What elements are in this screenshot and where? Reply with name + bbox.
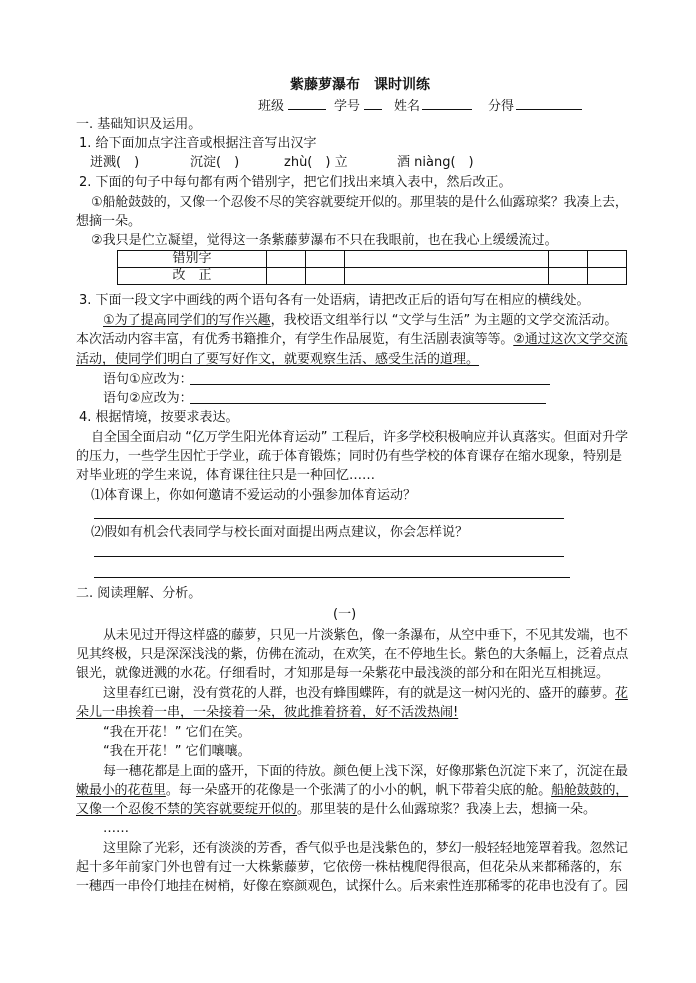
q2-stem: 2. 下面的句子中每句都有两个错别字，把它们找出来填入表中，然后改正。 (79, 175, 512, 190)
q1-stem: 1. 给下面加点字注音或根据注音写出汉字 (79, 136, 317, 151)
q2-sentence2: ②我只是伫立凝望，觉得这一条紫藤萝瀑布不只在我眼前，也在我心上缓缓流过。 (91, 233, 558, 248)
section1-heading: 一. 基础知识及运用。 (76, 117, 202, 132)
reading-p3-line3 (76, 801, 596, 819)
reading-ellipsis: …… (103, 821, 129, 836)
table-cell[interactable] (306, 251, 345, 268)
page-title: 紫藤萝瀑布 课时训练 (290, 77, 430, 93)
table-cell[interactable] (267, 268, 306, 285)
q3-passage-line1 (103, 312, 617, 330)
q4-sub1: ⑴体育课上，你如何邀请不爱运动的小强参加体育运动？ (91, 488, 417, 503)
passage-text: 。那里装的是什么仙露琼浆？我凑上去，想摘一朵。 (297, 802, 597, 817)
answer1-line[interactable] (190, 384, 550, 385)
q4-passage-line2: 的压力，一些学生因忙于学业，疏于体育锻炼；同时仍有些学校的体育课存在缩水现象，特别是 (76, 449, 623, 464)
row-label-errors: 错别字 (118, 251, 267, 268)
class-blank[interactable] (288, 96, 326, 110)
passage-text: 这里春红已谢，没有赏花的人群，也没有蜂围蝶阵，有的就是这一树闪光的、盛开的藤萝。 (103, 686, 616, 701)
score-label: 分得 (488, 99, 515, 114)
class-label: 班级 (258, 99, 285, 114)
q3-stem: 3. 下面一段文字中画线的两个语句各有一处语病，请把改正后的语句写在相应的横线处。 (79, 293, 590, 308)
reading-p3-line2 (76, 782, 628, 800)
q1-item-1: 迸溅( ) (90, 155, 140, 170)
reading-p1-line3: 银光，就像迸溅的水花。仔细看时，才知那是每一朵紫花中最浅淡的部分和在阳光互相挑逗。 (76, 666, 610, 681)
q4-passage-line3: 对毕业班的学生来说，体育课往往只是一种回忆…… (76, 468, 376, 483)
reading-p1-line1: 从未见过开得这样盛的藤萝，只见一片淡紫色，像一条瀑布，从空中垂下，不见其发端，也不 (103, 628, 628, 643)
q4-sub2-answer-line-2[interactable] (94, 577, 570, 578)
q4-passage-line1: 自全国全面启动 “亿万学生阳光体育运动” 工程后，许多学校积极响应并认真落实。但面对升学 (91, 430, 628, 445)
q3-passage-line3: 活动，使同学们明白了要写好作文，就要观察生活、感受生活的道理。 (76, 352, 480, 367)
table-row-errors (118, 251, 627, 268)
passage-text: 。每一朵盛开的花像是一个张满了的小小的帆，帆下带着尖底的舱。 (165, 783, 552, 798)
answer2-line[interactable] (190, 403, 546, 404)
reading-part-number: (一) (333, 607, 357, 622)
name-label: 姓名 (394, 99, 421, 114)
q3-passage-line2 (76, 331, 628, 349)
q1-item-3: zhù( ) 立 (284, 155, 348, 170)
underlined-text: 船舱鼓鼓的， (551, 783, 629, 798)
table-cell[interactable] (549, 268, 588, 285)
number-blank[interactable] (364, 96, 382, 110)
reading-p4-line2: 起十多年前家门外也曾有过一大株紫藤萝，它依傍一株枯槐爬得很高，但花朵从来都稀落的，东 (76, 860, 623, 875)
passage-text: 本次活动内容丰富，有优秀书籍推介，有学生作品展览，有生活剧表演等等。 (76, 332, 514, 347)
correction-table (117, 250, 627, 285)
table-cell[interactable] (588, 268, 627, 285)
table-cell[interactable] (549, 251, 588, 268)
q4-stem: 4. 根据情境，按要求表达。 (79, 410, 239, 425)
underlined-sentence-1: ①为了提高同学们的写作兴趣 (103, 313, 271, 328)
table-cell[interactable] (306, 268, 345, 285)
underlined-text: 花 (615, 686, 628, 701)
table-cell[interactable] (588, 251, 627, 268)
q4-sub2: ⑵假如有机会代表同学与校长面对面提出两点建议，你会怎样说？ (91, 525, 469, 540)
reading-p3-line1: 每一穗花都是上面的盛开，下面的待放。颜色便上浅下深，好像那紫色沉淀下来了，沉淀在最 (103, 764, 628, 779)
answer2-label: 语句②应改为： (103, 391, 193, 406)
table-cell[interactable] (345, 251, 549, 268)
table-cell[interactable] (267, 251, 306, 268)
number-label: 学号 (334, 99, 361, 114)
q1-item-4: 酒 niàng( ) (397, 155, 474, 170)
section2-heading: 二. 阅读理解、分析。 (76, 586, 202, 601)
underlined-text: 嫩最小的花苞里 (76, 783, 166, 798)
reading-p2-line1 (103, 685, 628, 703)
reading-p4-line1: 这里除了光彩，还有淡淡的芳香，香气似乎也是浅紫色的，梦幻一般轻轻地笼罩着我。忽然记 (103, 841, 628, 856)
underlined-sentence-2: ②通过这次文学交流 (513, 332, 628, 347)
table-row-corrections (118, 268, 627, 285)
name-blank[interactable] (422, 96, 472, 110)
reading-p1-line2: 见其终极，只是深深浅浅的紫，仿佛在流动，在欢笑，在不停地生长。紫色的大条幅上，泛着点点 (76, 647, 629, 662)
student-info-line (258, 96, 582, 116)
reading-p4-line3: 一穗西一串伶仃地挂在树梢，好像在察颜观色，试探什么。后来索性连那稀零的花串也没有了。园 (76, 879, 629, 894)
reading-quote-b: “我在开花！” 它们嚷嚷。 (103, 744, 251, 759)
q2-sentence1-line2: 想摘一朵。 (76, 214, 142, 229)
passage-text: ，我校语文组举行以 “文学与生活” 为主题的文学交流活动。 (270, 313, 618, 328)
q4-sub1-answer-line[interactable] (94, 518, 564, 519)
q4-sub2-answer-line-1[interactable] (94, 556, 564, 557)
answer1-label: 语句①应改为： (103, 372, 193, 387)
q2-sentence1-line1: ①船舱鼓鼓的，又像一个忍俊不尽的笑容就要绽开似的。那里装的是什么仙露琼桨？我凑上去， (91, 195, 628, 210)
reading-quote-a: “我在开花！” 它们在笑。 (103, 725, 251, 740)
table-cell[interactable] (345, 268, 549, 285)
row-label-corrections: 改 正 (118, 268, 267, 285)
score-blank[interactable] (516, 96, 582, 110)
reading-p2-line2: 朵儿一串挨着一串，一朵接着一朵，彼此推着挤着，好不活泼热闹! (76, 705, 459, 720)
underlined-text: 又像一个忍俊不禁的笑容就要绽开似的 (76, 802, 298, 817)
q1-item-2: 沉淀( ) (190, 155, 240, 170)
